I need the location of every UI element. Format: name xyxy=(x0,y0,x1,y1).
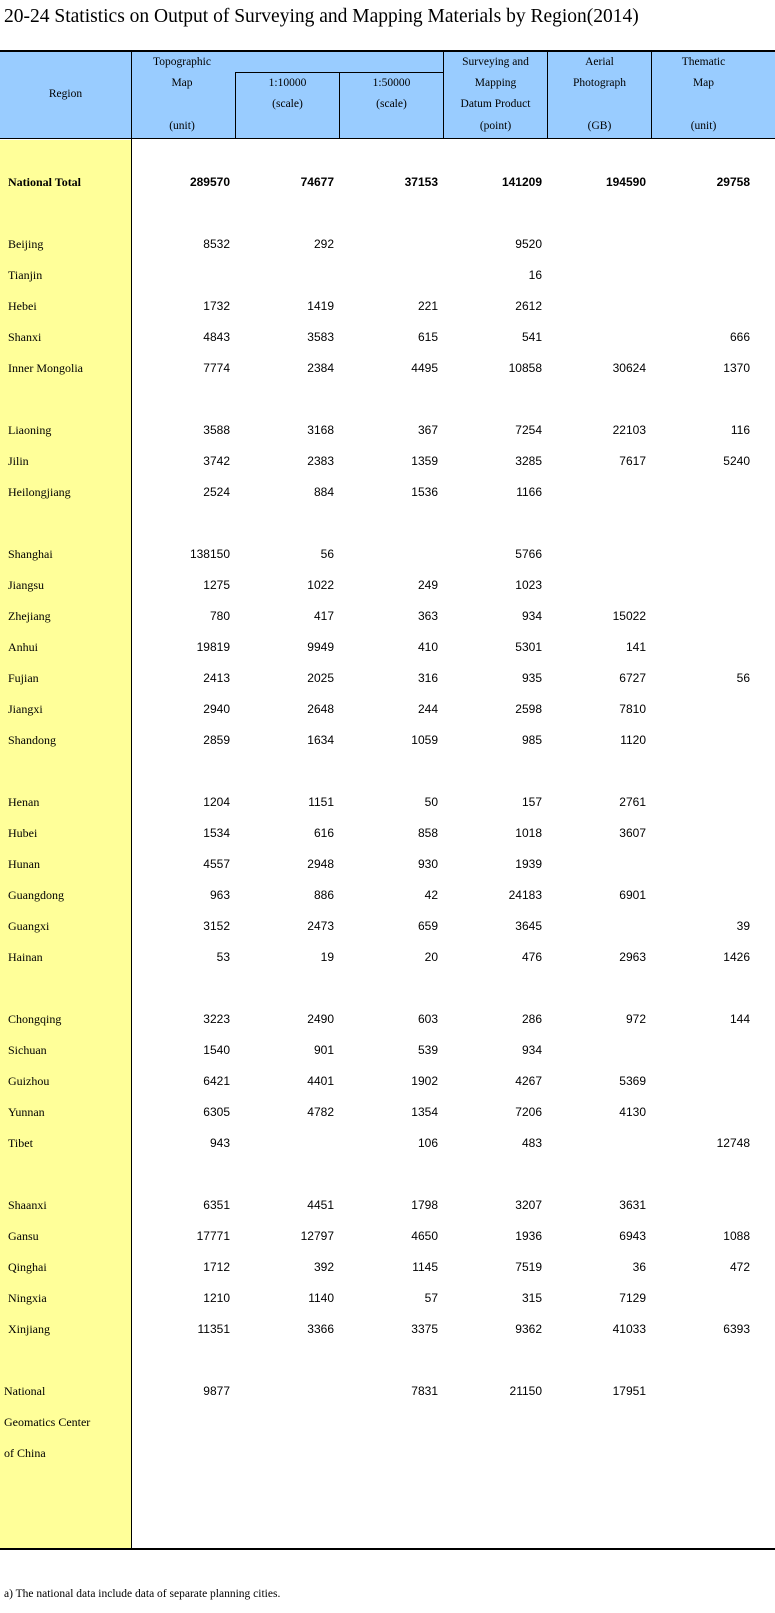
table-cell: 1798 xyxy=(411,1198,438,1212)
header-scale-50000: 1:50000 xyxy=(372,77,411,89)
table-cell: 22103 xyxy=(612,423,646,437)
table-cell: 4843 xyxy=(203,330,230,344)
table-cell: 472 xyxy=(729,1260,750,1274)
region-name: Anhui xyxy=(8,640,38,654)
region-name: Ningxia xyxy=(8,1291,47,1305)
header-topographic-unit: (unit) xyxy=(169,120,195,132)
region-name: National xyxy=(4,1384,46,1398)
header-aerial: Aerial xyxy=(585,56,614,68)
table-cell: 16 xyxy=(528,268,542,282)
region-column-border xyxy=(131,139,132,1548)
table-cell: 7810 xyxy=(619,702,646,716)
table-cell: 483 xyxy=(521,1136,542,1150)
table-cell: 6901 xyxy=(619,888,646,902)
header-scale-10000-unit: (scale) xyxy=(272,98,303,110)
region-name: Tianjin xyxy=(8,268,43,282)
table-cell: 39 xyxy=(736,919,750,933)
region-name: Henan xyxy=(8,795,40,809)
table-cell: 289570 xyxy=(189,175,230,189)
table-cell: 7129 xyxy=(619,1291,646,1305)
header-surveying-mapping: Mapping xyxy=(474,77,517,89)
header-topographic-map: Map xyxy=(171,77,193,89)
table-cell: 3583 xyxy=(307,330,334,344)
table-cell: 315 xyxy=(521,1291,542,1305)
table-cell: 9877 xyxy=(203,1384,230,1398)
table-cell: 19819 xyxy=(196,640,230,654)
header-surveying-datum: Datum Product xyxy=(460,98,531,110)
table-cell: 316 xyxy=(417,671,438,685)
table-cell: 1534 xyxy=(203,826,230,840)
table-cell: 5369 xyxy=(619,1074,646,1088)
region-name: Jilin xyxy=(8,454,29,468)
table-cell: 901 xyxy=(313,1043,334,1057)
table-cell: 666 xyxy=(729,330,750,344)
table-cell: 1359 xyxy=(411,454,438,468)
table-cell: 12748 xyxy=(716,1136,750,1150)
table-cell: 5766 xyxy=(515,547,542,561)
table-cell: 17951 xyxy=(612,1384,646,1398)
table-cell: 886 xyxy=(313,888,334,902)
table-cell: 10858 xyxy=(508,361,542,375)
table-cell: 2473 xyxy=(307,919,334,933)
header-aerial-photograph: Photograph xyxy=(572,77,627,89)
footnote: a) The national data include data of separate planning cities. xyxy=(4,1588,281,1600)
table-cell: 1354 xyxy=(411,1105,438,1119)
table-cell: 4782 xyxy=(307,1105,334,1119)
table-cell: 36 xyxy=(632,1260,646,1274)
table-cell: 410 xyxy=(417,640,438,654)
table-cell: 41033 xyxy=(612,1322,646,1336)
table-cell: 363 xyxy=(417,609,438,623)
table-cell: 11351 xyxy=(197,1322,230,1336)
table-cell: 985 xyxy=(521,733,542,747)
table-cell: 1540 xyxy=(203,1043,230,1057)
table-cell: 603 xyxy=(417,1012,438,1026)
table-cell: 7519 xyxy=(515,1260,542,1274)
table-cell: 1426 xyxy=(723,950,750,964)
table-cell: 244 xyxy=(417,702,438,716)
table-cell: 1023 xyxy=(515,578,542,592)
table-cell: 1151 xyxy=(308,795,334,809)
table-cell: 3645 xyxy=(515,919,542,933)
table-cell: 19 xyxy=(320,950,334,964)
table-cell: 1712 xyxy=(203,1260,230,1274)
table-cell: 1059 xyxy=(411,733,438,747)
header-thematic-unit: (unit) xyxy=(690,120,717,132)
table-cell: 249 xyxy=(417,578,438,592)
table-cell: 3152 xyxy=(203,919,230,933)
region-name: Beijing xyxy=(8,237,44,251)
region-name: Shanxi xyxy=(8,330,42,344)
table-cell: 2524 xyxy=(203,485,230,499)
table-cell: 417 xyxy=(313,609,334,623)
region-name: Shaanxi xyxy=(8,1198,47,1212)
table-cell: 3168 xyxy=(307,423,334,437)
table-cell: 1145 xyxy=(412,1260,438,1274)
table-cell: 935 xyxy=(521,671,542,685)
table-cell: 1536 xyxy=(411,485,438,499)
region-name: Shanghai xyxy=(8,547,53,561)
table-cell: 2761 xyxy=(619,795,646,809)
header-bottom-rule xyxy=(0,138,775,139)
table-cell: 972 xyxy=(625,1012,646,1026)
table-cell: 9949 xyxy=(307,640,334,654)
header-scale-10000: 1:10000 xyxy=(268,77,307,89)
table-cell: 2948 xyxy=(307,857,334,871)
table-cell: 3285 xyxy=(515,454,542,468)
table-cell: 5301 xyxy=(515,640,542,654)
table-cell: 1936 xyxy=(515,1229,542,1243)
table-cell: 1902 xyxy=(411,1074,438,1088)
table-cell: 2490 xyxy=(307,1012,334,1026)
table-cell: 292 xyxy=(313,237,334,251)
table-cell: 3375 xyxy=(411,1322,438,1336)
header-aerial-unit: (GB) xyxy=(587,120,612,132)
table-cell: 17771 xyxy=(196,1229,230,1243)
region-name: Fujian xyxy=(8,671,39,685)
table-cell: 74677 xyxy=(300,175,334,189)
table-cell: 2598 xyxy=(515,702,542,716)
table-cell: 3742 xyxy=(203,454,230,468)
table-cell: 1419 xyxy=(307,299,334,313)
table-cell: 943 xyxy=(209,1136,230,1150)
region-name: Liaoning xyxy=(8,423,52,437)
region-name: Guangxi xyxy=(8,919,50,933)
table-cell: 5240 xyxy=(723,454,750,468)
table-cell: 2612 xyxy=(515,299,542,313)
table-cell: 616 xyxy=(313,826,334,840)
table-cell: 21150 xyxy=(509,1384,542,1398)
table-cell: 7774 xyxy=(203,361,230,375)
table-cell: 884 xyxy=(313,485,334,499)
table-cell: 2963 xyxy=(619,950,646,964)
table-cell: 539 xyxy=(417,1043,438,1057)
table-cell: 194590 xyxy=(605,175,646,189)
table-cell: 106 xyxy=(417,1136,438,1150)
region-name: Chongqing xyxy=(8,1012,62,1026)
region-name: Sichuan xyxy=(8,1043,47,1057)
table-cell: 221 xyxy=(417,299,438,313)
table-cell: 2413 xyxy=(203,671,230,685)
table-cell: 4130 xyxy=(619,1105,646,1119)
table-cell: 2940 xyxy=(203,702,230,716)
table-cell: 3223 xyxy=(203,1012,230,1026)
table-cell: 2384 xyxy=(307,361,334,375)
table-cell: 4557 xyxy=(203,857,230,871)
table-cell: 1732 xyxy=(203,299,230,313)
header-surveying-unit: (point) xyxy=(479,120,512,132)
table-cell: 1088 xyxy=(723,1229,750,1243)
region-name: Geomatics Center xyxy=(4,1415,91,1429)
table-cell: 6305 xyxy=(203,1105,230,1119)
table-cell: 56 xyxy=(320,547,334,561)
region-name: Xinjiang xyxy=(8,1322,50,1336)
table-cell: 3588 xyxy=(203,423,230,437)
table-cell: 1018 xyxy=(515,826,542,840)
table-cell: 541 xyxy=(521,330,542,344)
table-cell: 7617 xyxy=(619,454,646,468)
table-cell: 50 xyxy=(424,795,438,809)
region-name: Hubei xyxy=(8,826,38,840)
table-cell: 4495 xyxy=(411,361,438,375)
table-cell: 42 xyxy=(424,888,438,902)
region-name: Inner Mongolia xyxy=(8,361,83,375)
table-cell: 141209 xyxy=(501,175,542,189)
table-cell: 57 xyxy=(424,1291,438,1305)
region-name: Heilongjiang xyxy=(8,485,71,499)
table-cell: 37153 xyxy=(404,175,438,189)
table-cell: 1275 xyxy=(203,578,230,592)
table-cell: 3631 xyxy=(619,1198,646,1212)
table-cell: 157 xyxy=(521,795,542,809)
region-name: Hainan xyxy=(8,950,43,964)
table-cell: 6393 xyxy=(723,1322,750,1336)
region-name: Tibet xyxy=(8,1136,33,1150)
header-region: Region xyxy=(48,88,83,100)
table-cell: 858 xyxy=(417,826,438,840)
table-cell: 963 xyxy=(209,888,230,902)
table-cell: 7254 xyxy=(515,423,542,437)
table-cell: 367 xyxy=(417,423,438,437)
region-name: National Total xyxy=(8,175,82,189)
table-title: 20-24 Statistics on Output of Surveying and Mapping Materials by Region(2014) xyxy=(4,6,639,27)
table-cell: 780 xyxy=(209,609,230,623)
region-name: Jiangsu xyxy=(8,578,44,592)
header-thematic: Thematic xyxy=(681,56,726,68)
table-cell: 3366 xyxy=(307,1322,334,1336)
header-surveying: Surveying and xyxy=(462,56,529,68)
table-cell: 1022 xyxy=(307,578,334,592)
table-cell: 29758 xyxy=(716,175,750,189)
table-cell: 2025 xyxy=(307,671,334,685)
table-cell: 2383 xyxy=(307,454,334,468)
table-cell: 144 xyxy=(729,1012,750,1026)
table-cell: 8532 xyxy=(203,237,230,251)
region-name: Guizhou xyxy=(8,1074,50,1088)
table-cell: 4451 xyxy=(307,1198,334,1212)
region-name: Shandong xyxy=(8,733,56,747)
table-cell: 9362 xyxy=(515,1322,542,1336)
region-name: Guangdong xyxy=(8,888,64,902)
table-cell: 1204 xyxy=(203,795,230,809)
region-name: Hebei xyxy=(8,299,37,313)
region-name: Gansu xyxy=(8,1229,39,1243)
table-cell: 930 xyxy=(417,857,438,871)
table-cell: 615 xyxy=(417,330,438,344)
table-cell: 934 xyxy=(521,1043,542,1057)
table-cell: 20 xyxy=(424,950,438,964)
table-cell: 30624 xyxy=(612,361,646,375)
table-cell: 476 xyxy=(521,950,542,964)
table-cell: 659 xyxy=(417,919,438,933)
table-cell: 15022 xyxy=(612,609,646,623)
table-cell: 1166 xyxy=(516,485,542,499)
region-name: of China xyxy=(4,1446,46,1460)
table-cell: 1140 xyxy=(308,1291,334,1305)
table-cell: 1939 xyxy=(515,857,542,871)
table-cell: 6351 xyxy=(203,1198,230,1212)
table-cell: 141 xyxy=(625,640,646,654)
table-cell: 2648 xyxy=(307,702,334,716)
table-cell: 4650 xyxy=(411,1229,438,1243)
table-cell: 6943 xyxy=(619,1229,646,1243)
table-cell: 1120 xyxy=(620,733,646,747)
table-cell: 392 xyxy=(313,1260,334,1274)
table-bottom-rule xyxy=(0,1548,775,1550)
table-cell: 934 xyxy=(521,609,542,623)
region-name: Jiangxi xyxy=(8,702,43,716)
table-cell: 116 xyxy=(730,423,750,437)
region-name: Hunan xyxy=(8,857,40,871)
table-cell: 4267 xyxy=(515,1074,542,1088)
table-cell: 3207 xyxy=(515,1198,542,1212)
table-cell: 53 xyxy=(216,950,230,964)
table-cell: 3607 xyxy=(619,826,646,840)
header-topographic: Topographic xyxy=(153,56,211,68)
table-cell: 6727 xyxy=(619,671,646,685)
table-cell: 9520 xyxy=(515,237,542,251)
table-cell: 7206 xyxy=(515,1105,542,1119)
region-name: Zhejiang xyxy=(8,609,51,623)
table-cell: 1634 xyxy=(307,733,334,747)
table-cell: 286 xyxy=(521,1012,542,1026)
table-cell: 6421 xyxy=(203,1074,230,1088)
table-cell: 56 xyxy=(736,671,750,685)
region-name: Qinghai xyxy=(8,1260,47,1274)
header-thematic-map: Map xyxy=(692,77,715,89)
region-name: Yunnan xyxy=(8,1105,45,1119)
table-cell: 1210 xyxy=(203,1291,230,1305)
table-cell: 7831 xyxy=(411,1384,438,1398)
table-cell: 4401 xyxy=(307,1074,334,1088)
table-cell: 12797 xyxy=(300,1229,334,1243)
header-scale-50000-unit: (scale) xyxy=(376,98,407,110)
table-cell: 1370 xyxy=(723,361,750,375)
table-cell: 2859 xyxy=(203,733,230,747)
table-cell: 24183 xyxy=(508,888,542,902)
table-cell: 138150 xyxy=(189,547,230,561)
